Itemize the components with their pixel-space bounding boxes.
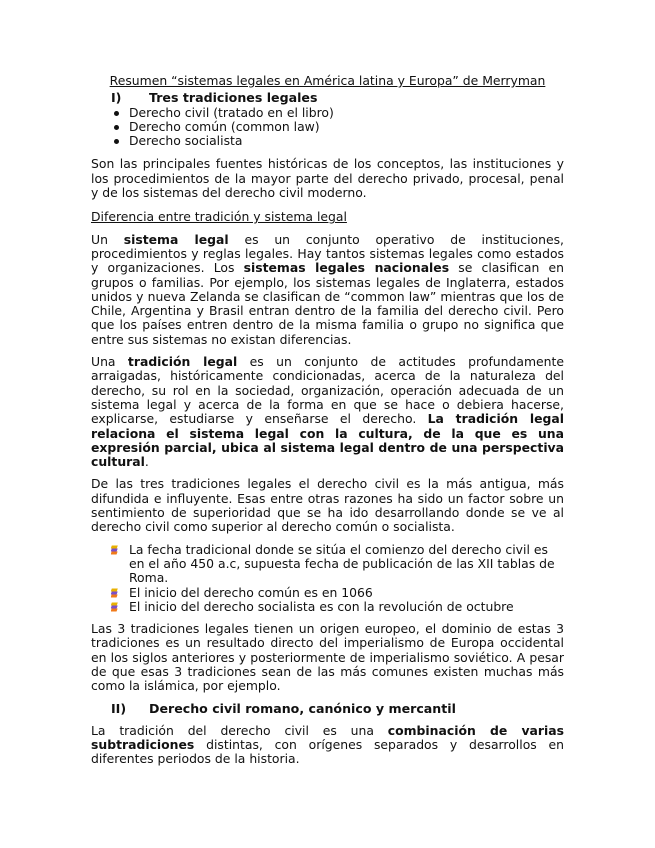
list-item: Derecho civil (tratado en el libro) xyxy=(91,106,564,120)
subheading-difference: Diferencia entre tradición y sistema legal xyxy=(91,209,347,225)
list-item xyxy=(91,586,564,600)
bold-term: sistemas legales nacionales xyxy=(243,260,450,276)
book-bullet-icon xyxy=(111,602,121,612)
date-item-text: El inicio del derecho común es en 1066 xyxy=(129,584,373,600)
traditions-list xyxy=(91,106,564,149)
list-item xyxy=(91,600,564,614)
bold-term: tradición legal xyxy=(127,354,238,370)
document-title: Resumen “sistemas legales en América latina y Europa” de Merryman xyxy=(109,73,546,88)
date-item-text: El inicio del derecho socialista es con la revolución de octubre xyxy=(129,598,514,614)
list-item: Derecho común (common law) xyxy=(91,120,564,134)
bold-statement: La tradición legal relaciona el sistema legal con la cultura, de la que es una expresión parcial, ubica al sistema legal dentro de una perspectiva cultural xyxy=(91,411,564,470)
text-run: es un conjunto operativo de instituciones, procedimientos y reglas legales. Hay tantos sistemas legales como estados y organizaciones. Los xyxy=(91,231,564,276)
paragraph-sistema-legal xyxy=(91,233,564,347)
section-2-title: Derecho civil romano, canónico y mercantil xyxy=(149,700,456,716)
section-1-heading xyxy=(91,91,564,105)
section-1-title: Tres tradiciones legales xyxy=(149,90,318,106)
text-run: Un xyxy=(91,231,124,247)
text-run: Una xyxy=(91,354,128,370)
list-item: Derecho socialista xyxy=(91,134,564,148)
dates-list xyxy=(91,543,564,614)
section-2-number: II) xyxy=(111,700,127,716)
intro-paragraph: Son las principales fuentes históricas de los conceptos, las instituciones y los procedimientos de la mayor parte del derecho privado, procesal, penal y de los sistemas del derecho civil moderno. xyxy=(91,156,564,201)
text-run: . xyxy=(144,454,149,470)
text-run: distintas, con orígenes separados y desarrollos en diferentes periodos de la historia. xyxy=(91,737,564,767)
bold-term: combinación de varias subtradiciones xyxy=(91,722,564,753)
section-1-number: I) xyxy=(111,90,122,106)
text-run: se clasifican en grupos o familias. Por ejemplo, los sistemas legales de Inglaterra, estados unidos y nueva Zelanda se clasifican de “common law” mientras que los de Chile, Argentina y Brasil entran dentro de la familia del derecho civil. Pero que los países entren dentro de la misma familia o grupo no significa que entre sus sistemas no existan diferencias. xyxy=(91,260,564,347)
book-bullet-icon xyxy=(111,545,121,555)
text-run: es un conjunto de actitudes profundamente arraigadas, históricamente condicionadas, acerca de la naturaleza del derecho, su rol en la sociedad, organización, operación adecuada de un sistema legal y acerca de la forma en que se hace o debiera hacerse, explicarse, estudiarse y enseñarse el derecho. xyxy=(91,354,564,427)
list-item xyxy=(91,543,564,586)
paragraph-combinacion xyxy=(91,724,564,767)
paragraph-origen: Las 3 tradiciones legales tienen un origen europeo, el dominio de estas 3 tradiciones es un resultado directo del imperialismo de Europa occidental en los siglos anteriores y posteriormente de imperialismo soviético. A pesar de que esas 3 tradiciones sean de las más comunes existen muchas más como la islámica, por ejemplo. xyxy=(91,621,564,694)
paragraph-tradicion-legal xyxy=(91,355,564,469)
date-item-text: La fecha tradicional donde se sitúa el comienzo del derecho civil es en el año 450 a.c, supuesta fecha de publicación de las XII tablas de Roma. xyxy=(129,541,555,586)
book-bullet-icon xyxy=(111,588,121,598)
section-2-heading xyxy=(91,702,564,716)
paragraph-derecho-civil: De las tres tradiciones legales el derecho civil es la más antigua, más difundida e influyente. Esas entre otras razones ha sido un factor sobre un sentimiento de superioridad que se ha ido desarrollando donde se ve al derecho civil como superior al derecho común o socialista. xyxy=(91,476,564,535)
text-run: La tradición del derecho civil es una xyxy=(91,722,388,738)
bold-term: sistema legal xyxy=(123,231,229,247)
document-body xyxy=(91,74,564,767)
